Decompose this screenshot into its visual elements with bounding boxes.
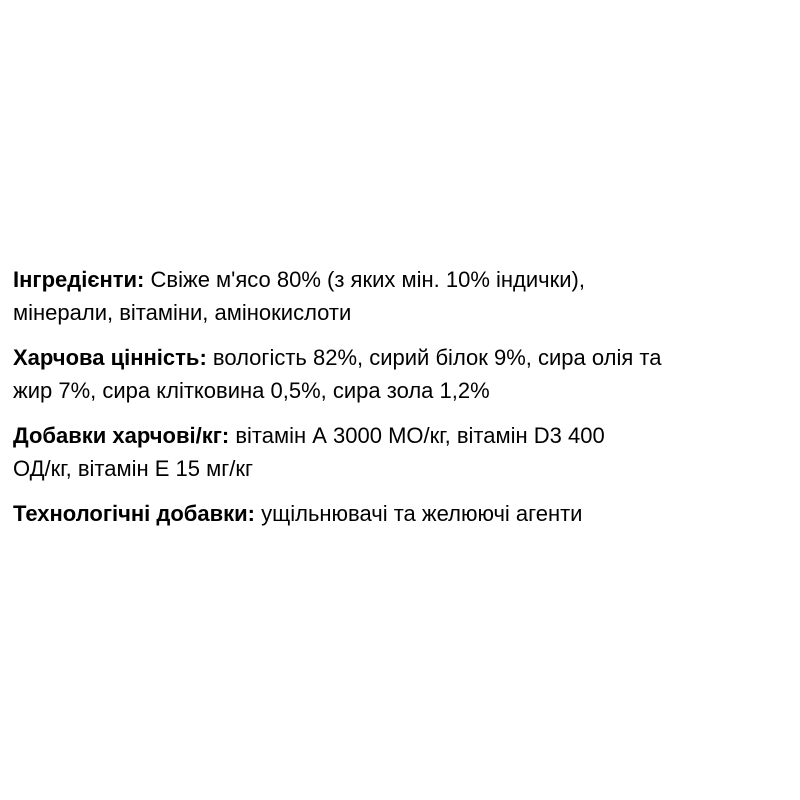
technological-additives-paragraph [13, 497, 793, 530]
additives-line-1: вітамін А 3000 МО/кг, вітамін D3 400 [235, 423, 605, 448]
ingredients-line-1: Свіже м'ясо 80% (з яких мін. 10% індички), [150, 267, 585, 292]
ingredients-line-2: мінерали, вітаміни, амінокислоти [13, 300, 352, 325]
technological-additives-label: Технологічні добавки: [13, 501, 255, 526]
nutrition-line-2: жир 7%, сира клітковина 0,5%, сира зола 1,2% [13, 378, 490, 403]
nutrition-line-1: вологість 82%, сирий білок 9%, сира олія та [212, 345, 662, 370]
ingredients-label: Інгредієнти: [13, 267, 145, 292]
nutrition-label: Харчова цінність: [13, 345, 207, 370]
product-description [13, 263, 793, 530]
ingredients-paragraph [13, 263, 793, 329]
additives-paragraph [13, 419, 793, 485]
technological-additives-line-1: ущільнювачі та желюючі агенти [261, 501, 583, 526]
additives-label: Добавки харчові/кг: [13, 423, 230, 448]
additives-line-2: ОД/кг, вітамін Е 15 мг/кг [13, 456, 254, 481]
nutrition-paragraph [13, 341, 793, 407]
